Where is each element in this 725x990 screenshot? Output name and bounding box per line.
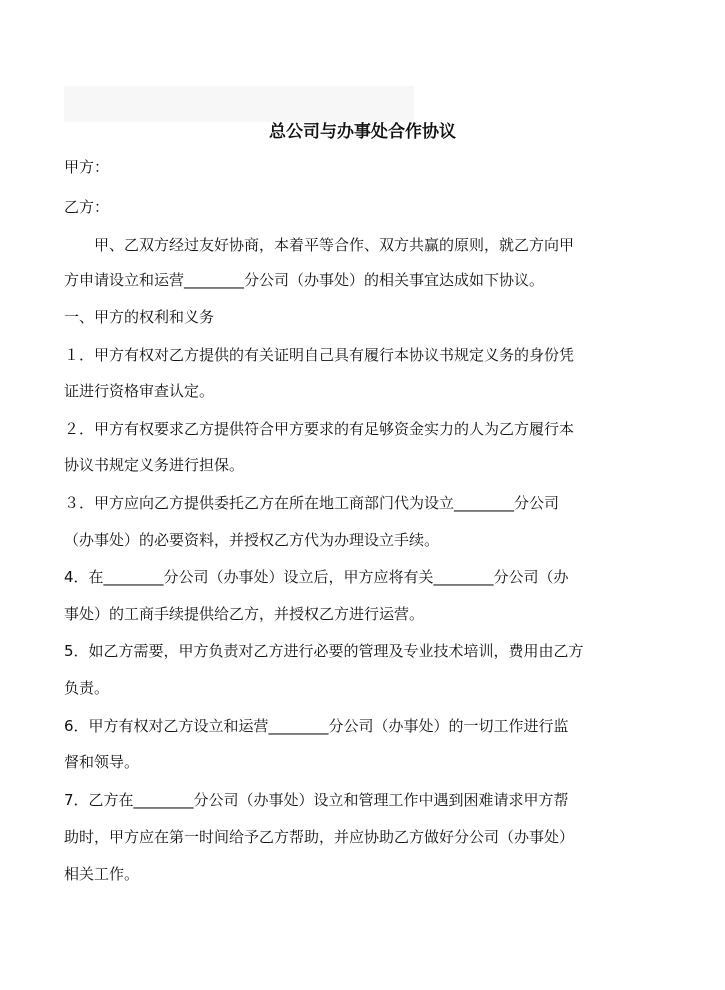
clause-7-line-2: 助时，甲方应在第一时间给予乙方帮助，并应协助乙方做好分公司（办事处） [64,828,575,846]
clause-6-line-1: 6．甲方有权对乙方设立和运营________分公司（办事处）的一切工作进行监 [64,717,569,735]
clause-5-line-2: 负责。 [64,679,110,697]
clause-7-line-3: 相关工作。 [64,865,140,883]
party-b-label: 乙方： [64,198,110,216]
clause-4-line-2: 事处）的工商手续提供给乙方，并授权乙方进行运营。 [64,605,425,623]
clause-4-line-1: 4．在________分公司（办事处）设立后，甲方应将有关________分公司（办 [64,568,569,586]
clause-3-line-2: （办事处）的必要资料，并授权乙方代为办理设立手续。 [64,531,440,549]
clause-6-line-2: 督和领导。 [64,753,140,771]
clause-7-line-1: 7．乙方在________分公司（办事处）设立和管理工作中遇到困难请求甲方帮 [64,791,569,809]
header-band [64,86,414,122]
clause-5-line-1: 5．如乙方需要，甲方负责对乙方进行必要的管理及专业技术培训，费用由乙方 [64,642,584,660]
intro-line-1: 甲、乙双方经过友好协商，本着平等合作、双方共赢的原则，就乙方向甲 [94,236,575,254]
intro-line-2: 方申请设立和运营________分公司（办事处）的相关事宜达成如下协议。 [64,271,545,289]
party-a-label: 甲方： [64,158,110,176]
section-heading: 一、甲方的权利和义务 [64,308,215,326]
clause-1-line-1: １．甲方有权对乙方提供的有关证明自己具有履行本协议书规定义务的身份凭 [64,346,575,364]
document-title: 总公司与办事处合作协议 [269,122,456,142]
clause-2-line-1: ２．甲方有权要求乙方提供符合甲方要求的有足够资金实力的人为乙方履行本 [64,420,575,438]
clause-2-line-2: 协议书规定义务进行担保。 [64,456,245,474]
clause-1-line-2: 证进行资格审查认定。 [64,382,215,400]
clause-3-line-1: ３．甲方应向乙方提供委托乙方在所在地工商部门代为设立________分公司 [64,494,560,512]
